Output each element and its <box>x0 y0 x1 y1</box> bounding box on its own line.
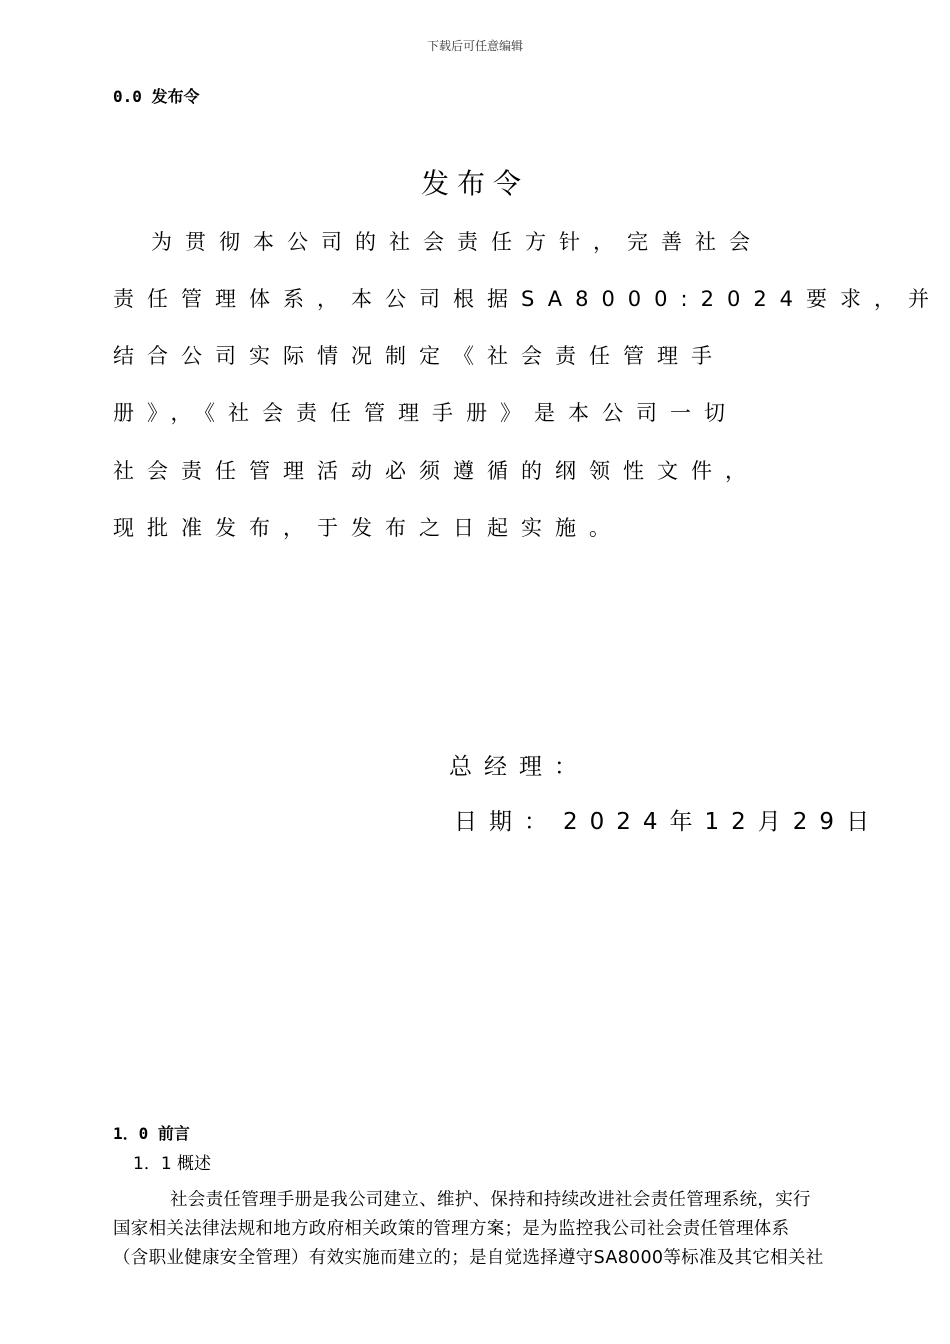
manager-signature-label: 总经理： <box>449 754 589 780</box>
body-line-6: 现批准发布，于发布之日起实施。 <box>113 516 623 540</box>
paragraph-line-3: （含职业健康安全管理）有效实施而建立的；是自觉选择遵守SA8000等标准及其它相关社 <box>113 1248 824 1268</box>
body-line-5: 社会责任管理活动必须遵循的纲领性文件， <box>113 459 759 483</box>
page-header: 下载后可任意编辑 <box>426 39 523 53</box>
date-value: 2024年12月29日 <box>563 809 882 835</box>
body-line-2: 责任管理体系，本公司根据SA8000:2024要求，并 <box>113 287 943 311</box>
section-heading-preface: 1．0 前言 <box>113 1124 190 1143</box>
document-title: 发布令 <box>420 167 529 200</box>
paragraph-line-2: 国家相关法律法规和地方政府相关政策的管理方案；是为监控我公司社会责任管理体系 <box>113 1219 790 1239</box>
section-heading-release: 0.0 发布令 <box>113 87 200 106</box>
release-date <box>454 803 881 836</box>
body-line-3: 结合公司实际情况制定《社会责任管理手 <box>113 344 725 368</box>
date-label: 日期： <box>454 809 559 835</box>
paragraph-line-1: 社会责任管理手册是我公司建立、维护、保持和持续改进社会责任管理系统，实行 <box>170 1190 811 1210</box>
body-line-1: 为贯彻本公司的社会责任方针，完善社会 <box>151 230 763 254</box>
body-line-4: 册》，《社会责任管理手册》是本公司一切 <box>113 401 738 425</box>
subsection-heading-overview: 1．1 概述 <box>133 1154 212 1174</box>
